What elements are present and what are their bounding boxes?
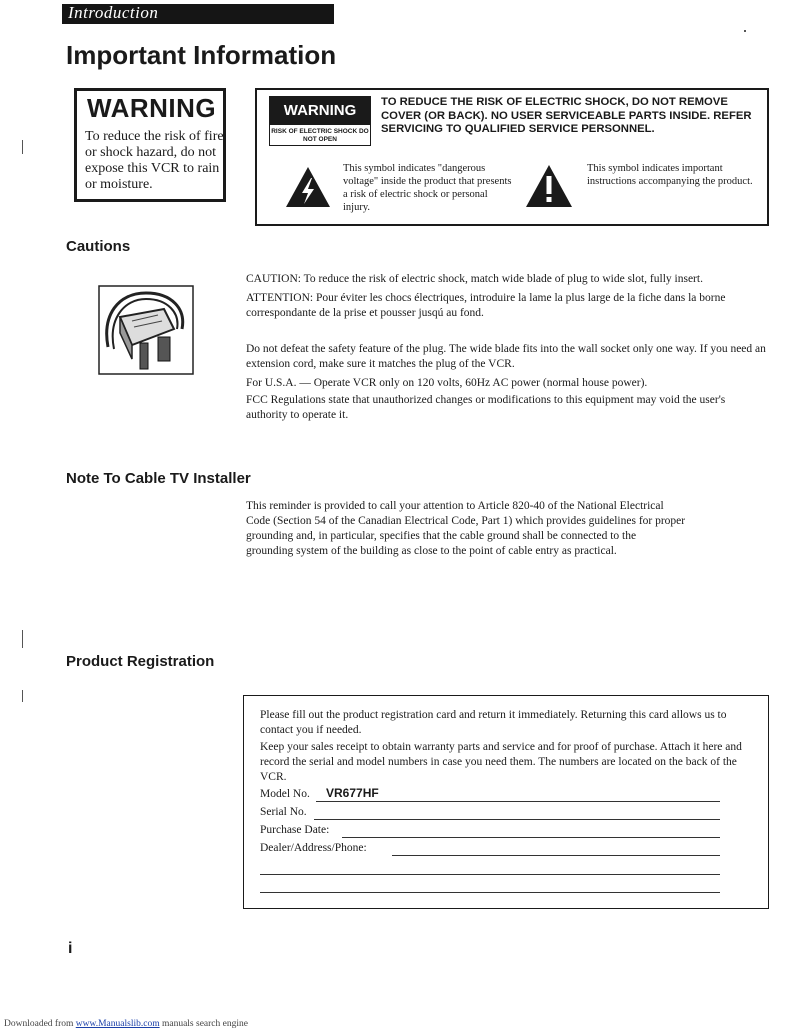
- voltage-symbol-description: This symbol indicates "dangerous voltage" inside the product that presents a risk of electric shock or personal injury.: [343, 163, 512, 213]
- scan-mark: [744, 30, 746, 32]
- polarized-plug-icon: [98, 285, 194, 375]
- usa-power-text: For U.S.A. — Operate VCR only on 120 volts, 60Hz AC power (normal house power).: [246, 377, 648, 389]
- section-tab-label: Introduction: [68, 3, 159, 22]
- cable-installer-text: This reminder is provided to call your attention to Article 820-40 of the National Electrical Code (Section 54 of the Canadian Electrical Code, Part 1) which provides guidelines for proper grounding and, in particular, specifies that the cable ground shall be connected to the grounding system of the building as close to the point of cable entry as practical.: [246, 500, 686, 557]
- dealer-extra-line-1[interactable]: [260, 874, 720, 875]
- dealer-address-phone-field[interactable]: [260, 842, 720, 858]
- footer-link[interactable]: www.Manualslib.com: [75, 1019, 160, 1029]
- registration-box: [243, 695, 769, 909]
- shock-warning-heading: TO REDUCE THE RISK OF ELECTRIC SHOCK, DO NOT REMOVE COVER (OR BACK). NO USER SERVICEABLE PARTS INSIDE. REFER SERVICING TO QUALIFIED SERVICE PERSONNEL.: [381, 96, 752, 135]
- lightning-triangle-icon: [285, 166, 331, 208]
- serial-number-label: Serial No.: [260, 806, 310, 818]
- warning-badge-title: WARNING: [270, 97, 370, 125]
- cable-installer-heading: Note To Cable TV Installer: [66, 470, 251, 487]
- footer-prefix: Downloaded from: [4, 1019, 74, 1029]
- warning-box-text: To reduce the risk of fire or shock hazard, do not expose this VCR to rain or moisture.: [85, 129, 224, 192]
- scan-mark: [22, 630, 23, 648]
- plug-safety-text: Do not defeat the safety feature of the plug. The wide blade fits into the wall socket only one way. If you need an extension cord, make sure it matches the plug of the VCR.: [246, 343, 766, 370]
- download-footer: [4, 1019, 248, 1029]
- warning-box-title: WARNING: [87, 93, 217, 123]
- serial-number-field[interactable]: [260, 806, 720, 822]
- registration-receipt-note: Keep your sales receipt to obtain warranty parts and service and for proof of purchase. Attach it here and record the serial and model numbers in case you need them. The numbers are located on the back of the VCR.: [260, 741, 742, 783]
- shock-warning-panel: [255, 88, 769, 226]
- purchase-date-label: Purchase Date:: [260, 824, 332, 836]
- scan-mark: [22, 140, 23, 154]
- dealer-address-phone-label: Dealer/Address/Phone:: [260, 842, 370, 854]
- footer-suffix: manuals search engine: [161, 1019, 248, 1029]
- section-tab: [62, 4, 334, 24]
- warning-badge: [269, 96, 371, 146]
- attention-text: ATTENTION: Pour éviter les chocs électriques, introduire la lame la plus large de la fiche dans la borne correspondante de la prise et pousser jusqú au fond.: [246, 292, 726, 319]
- dealer-extra-line-2[interactable]: [260, 892, 720, 893]
- instructions-symbol-description: This symbol indicates important instructions accompanying the product.: [587, 163, 753, 187]
- warning-badge-subtext: RISK OF ELECTRIC SHOCK DO NOT OPEN: [271, 128, 369, 143]
- model-number-value: VR677HF: [326, 786, 379, 800]
- scan-mark: [22, 690, 23, 702]
- caution-text: CAUTION: To reduce the risk of electric shock, match wide blade of plug to wide slot, fully insert.: [246, 273, 703, 285]
- fcc-text: FCC Regulations state that unauthorized changes or modifications to this equipment may void the user's authority to operate it.: [246, 394, 726, 421]
- model-number-label: Model No.: [260, 788, 313, 800]
- model-number-field[interactable]: [260, 788, 720, 804]
- warning-box: [74, 88, 226, 202]
- registration-intro: Please fill out the product registration card and return it immediately. Returning this card allows us to contact you if needed.: [260, 709, 727, 736]
- purchase-date-field[interactable]: [260, 824, 720, 840]
- exclamation-triangle-icon: [525, 164, 573, 208]
- page-title: Important Information: [66, 40, 337, 70]
- cautions-heading: Cautions: [66, 238, 131, 255]
- page-number: i: [68, 940, 73, 957]
- registration-heading: Product Registration: [66, 653, 215, 670]
